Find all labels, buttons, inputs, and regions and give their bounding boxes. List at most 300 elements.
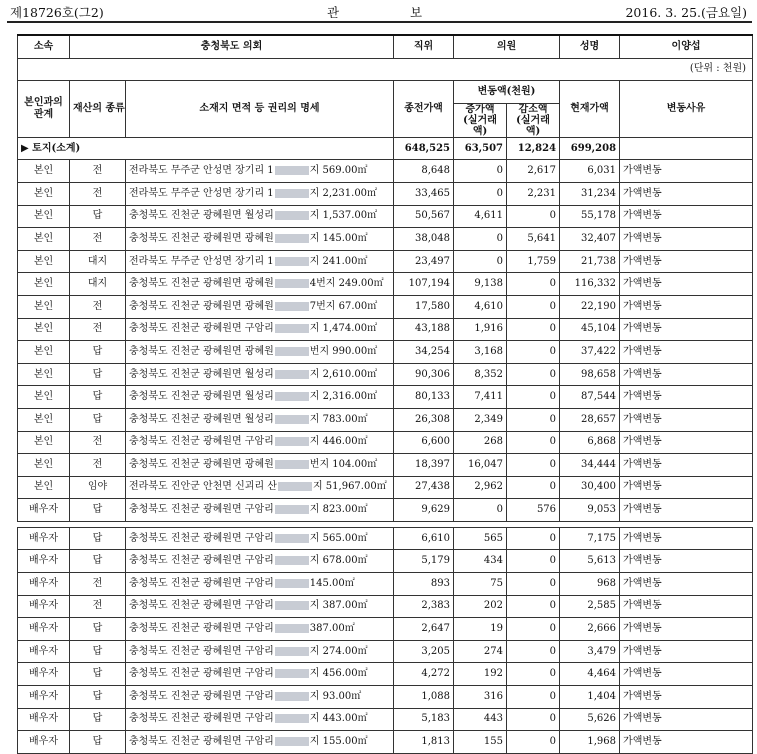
table-row [18, 273, 753, 296]
redacted-lot-number [275, 556, 309, 565]
row-prev-value: 33,465 [394, 182, 454, 205]
table-row [18, 341, 753, 364]
row-description [126, 386, 394, 409]
row-prev-value: 80,133 [394, 386, 454, 409]
row-asset-type: 답 [70, 408, 126, 431]
redacted-lot-number [275, 234, 309, 243]
row-decrease: 5,641 [507, 228, 560, 251]
redacted-lot-number [275, 347, 309, 356]
area-text: 번지 990.00㎡ [309, 345, 378, 357]
location-prefix: 전라북도 무주군 안성면 장기리 1 [129, 187, 274, 199]
row-prev-value: 5,183 [394, 708, 454, 731]
row-asset-type: 전 [70, 160, 126, 183]
row-relation: 본인 [18, 408, 70, 431]
row-decrease: 0 [507, 341, 560, 364]
subtotal-dec: 12,824 [507, 137, 560, 160]
row-decrease: 0 [507, 595, 560, 618]
row-description [126, 295, 394, 318]
row-relation: 본인 [18, 205, 70, 228]
row-decrease: 0 [507, 663, 560, 686]
row-asset-type: 전 [70, 318, 126, 341]
row-reason: 가액변동 [620, 573, 753, 596]
row-prev-value: 2,647 [394, 618, 454, 641]
row-increase: 434 [454, 550, 507, 573]
row-increase: 0 [454, 228, 507, 251]
col-prev-value: 종전가액 [394, 81, 454, 138]
table-row [18, 573, 753, 596]
row-description [126, 708, 394, 731]
row-increase: 3,168 [454, 341, 507, 364]
row-asset-type: 답 [70, 527, 126, 550]
redacted-lot-number [275, 737, 309, 746]
subtotal-label: ▶ 토지(소계) [18, 137, 394, 160]
row-reason: 가액변동 [620, 499, 753, 522]
row-decrease: 0 [507, 731, 560, 754]
label-affiliation: 소속 [18, 35, 70, 58]
row-decrease: 0 [507, 431, 560, 454]
row-relation: 배우자 [18, 686, 70, 709]
table-row [18, 160, 753, 183]
row-relation: 본인 [18, 476, 70, 499]
area-text: 지 51,967.00㎡ [312, 481, 387, 493]
table-row [18, 595, 753, 618]
redacted-lot-number [275, 166, 309, 175]
location-prefix: 충청북도 진천군 광혜원면 구암리 [129, 668, 274, 680]
row-decrease: 0 [507, 363, 560, 386]
row-reason: 가액변동 [620, 408, 753, 431]
redacted-lot-number [275, 601, 309, 610]
row-increase: 0 [454, 250, 507, 273]
row-description [126, 454, 394, 477]
location-prefix: 충청북도 진천군 광혜원면 구암리 [129, 600, 274, 612]
row-increase: 1,916 [454, 318, 507, 341]
row-reason: 가액변동 [620, 686, 753, 709]
row-current-value: 55,178 [560, 205, 620, 228]
row-increase: 202 [454, 595, 507, 618]
row-asset-type: 전 [70, 595, 126, 618]
table-row [18, 318, 753, 341]
location-prefix: 충청북도 진천군 광혜원면 월성리 [129, 368, 274, 380]
row-current-value: 3,479 [560, 640, 620, 663]
row-prev-value: 50,567 [394, 205, 454, 228]
label-position: 직위 [394, 35, 454, 58]
redacted-lot-number [275, 460, 309, 469]
row-reason: 가액변동 [620, 708, 753, 731]
row-description [126, 731, 394, 754]
row-reason: 가액변동 [620, 182, 753, 205]
table-row [18, 731, 753, 754]
row-decrease: 0 [507, 273, 560, 296]
row-increase: 443 [454, 708, 507, 731]
location-prefix: 충청북도 진천군 광혜원면 구암리 [129, 436, 274, 448]
row-prev-value: 107,194 [394, 273, 454, 296]
row-relation: 배우자 [18, 708, 70, 731]
col-decrease: 감소액 (실거래액) [507, 103, 560, 137]
row-description [126, 618, 394, 641]
row-description [126, 228, 394, 251]
row-asset-type: 전 [70, 454, 126, 477]
row-current-value: 4,464 [560, 663, 620, 686]
row-current-value: 1,968 [560, 731, 620, 754]
row-reason: 가액변동 [620, 205, 753, 228]
row-increase: 8,352 [454, 363, 507, 386]
redacted-lot-number [275, 534, 309, 543]
row-increase: 16,047 [454, 454, 507, 477]
row-increase: 155 [454, 731, 507, 754]
row-asset-type: 답 [70, 550, 126, 573]
area-text: 4번지 249.00㎡ [309, 278, 384, 290]
row-current-value: 87,544 [560, 386, 620, 409]
row-reason: 가액변동 [620, 527, 753, 550]
area-text: 지 565.00㎡ [309, 532, 368, 544]
row-current-value: 2,666 [560, 618, 620, 641]
location-prefix: 충청북도 진천군 광혜원면 구암리 [129, 577, 274, 589]
redacted-lot-number [275, 279, 309, 288]
row-current-value: 1,404 [560, 686, 620, 709]
row-increase: 274 [454, 640, 507, 663]
col-change: 변동액(천원) [454, 81, 560, 104]
unit-row [18, 58, 753, 81]
location-prefix: 충청북도 진천군 광혜원면 월성리 [129, 391, 274, 403]
area-text: 지 2,231.00㎡ [309, 187, 378, 199]
row-reason: 가액변동 [620, 663, 753, 686]
location-prefix: 충청북도 진천군 광혜원면 광혜원 [129, 345, 274, 357]
row-description [126, 595, 394, 618]
row-prev-value: 4,272 [394, 663, 454, 686]
gazette-header [0, 0, 757, 20]
table-row [18, 640, 753, 663]
table-row [18, 363, 753, 386]
area-text: 7번지 67.00㎡ [309, 300, 378, 312]
redacted-lot-number [275, 714, 309, 723]
row-description [126, 550, 394, 573]
table-row [18, 663, 753, 686]
row-reason: 가액변동 [620, 731, 753, 754]
row-relation: 본인 [18, 318, 70, 341]
table-row [18, 499, 753, 522]
location-prefix: 전라북도 무주군 안성면 장기리 1 [129, 165, 274, 177]
row-decrease: 0 [507, 408, 560, 431]
location-prefix: 충청북도 진천군 광혜원면 구암리 [129, 623, 274, 635]
row-prev-value: 34,254 [394, 341, 454, 364]
redacted-lot-number [275, 211, 309, 220]
row-current-value: 45,104 [560, 318, 620, 341]
row-description [126, 431, 394, 454]
row-prev-value: 23,497 [394, 250, 454, 273]
col-current-value: 현재가액 [560, 81, 620, 138]
row-relation: 본인 [18, 273, 70, 296]
row-prev-value: 893 [394, 573, 454, 596]
table-row [18, 295, 753, 318]
area-text: 지 569.00㎡ [309, 165, 368, 177]
row-current-value: 9,053 [560, 499, 620, 522]
col-type: 재산의 종류 [70, 81, 126, 138]
row-asset-type: 전 [70, 431, 126, 454]
row-reason: 가액변동 [620, 318, 753, 341]
row-decrease: 0 [507, 476, 560, 499]
row-reason: 가액변동 [620, 250, 753, 273]
gazette-title-part1: 관 [327, 5, 340, 20]
info-row [18, 35, 753, 58]
row-asset-type: 전 [70, 228, 126, 251]
subtotal-prev: 648,525 [394, 137, 454, 160]
row-current-value: 28,657 [560, 408, 620, 431]
area-text: 지 274.00㎡ [309, 645, 368, 657]
row-current-value: 30,400 [560, 476, 620, 499]
redacted-lot-number [275, 324, 309, 333]
row-decrease: 0 [507, 573, 560, 596]
location-prefix: 전라북도 무주군 안성면 장기리 1 [129, 255, 274, 267]
column-header-row [18, 81, 753, 104]
row-description [126, 318, 394, 341]
redacted-lot-number [275, 392, 309, 401]
row-description [126, 160, 394, 183]
area-text: 지 456.00㎡ [309, 668, 368, 680]
area-text: 지 155.00㎡ [309, 736, 368, 748]
table-row [18, 408, 753, 431]
table-row [18, 708, 753, 731]
row-asset-type: 전 [70, 295, 126, 318]
row-relation: 본인 [18, 431, 70, 454]
row-decrease: 0 [507, 618, 560, 641]
row-prev-value: 27,438 [394, 476, 454, 499]
row-decrease: 0 [507, 205, 560, 228]
redacted-lot-number [275, 415, 309, 424]
redacted-lot-number [275, 624, 309, 633]
row-reason: 가액변동 [620, 295, 753, 318]
row-reason: 가액변동 [620, 550, 753, 573]
row-prev-value: 1,088 [394, 686, 454, 709]
row-reason: 가액변동 [620, 363, 753, 386]
row-reason: 가액변동 [620, 454, 753, 477]
row-relation: 본인 [18, 341, 70, 364]
redacted-lot-number [275, 302, 309, 311]
location-prefix: 충청북도 진천군 광혜원면 월성리 [129, 413, 274, 425]
area-text: 지 387.00㎡ [309, 600, 368, 612]
row-asset-type: 답 [70, 708, 126, 731]
redacted-lot-number [275, 189, 309, 198]
row-relation: 본인 [18, 228, 70, 251]
table-row [18, 476, 753, 499]
row-description [126, 686, 394, 709]
row-current-value: 31,234 [560, 182, 620, 205]
row-increase: 75 [454, 573, 507, 596]
row-prev-value: 5,179 [394, 550, 454, 573]
subtotal-reason-empty [620, 137, 753, 160]
row-relation: 배우자 [18, 618, 70, 641]
row-description [126, 408, 394, 431]
subtotal-row [18, 137, 753, 160]
table-row [18, 686, 753, 709]
table-row [18, 182, 753, 205]
redacted-lot-number [275, 257, 309, 266]
row-prev-value: 26,308 [394, 408, 454, 431]
row-decrease: 2,231 [507, 182, 560, 205]
area-text: 지 145.00㎡ [309, 232, 368, 244]
row-current-value: 37,422 [560, 341, 620, 364]
row-decrease: 0 [507, 318, 560, 341]
table-row [18, 454, 753, 477]
subtotal-curr: 699,208 [560, 137, 620, 160]
location-prefix: 충청북도 진천군 광혜원면 광혜원 [129, 300, 274, 312]
member-name: 이양섭 [620, 35, 753, 58]
row-prev-value: 90,306 [394, 363, 454, 386]
row-asset-type: 답 [70, 686, 126, 709]
location-prefix: 충청북도 진천군 광혜원면 구암리 [129, 555, 274, 567]
row-increase: 9,138 [454, 273, 507, 296]
row-current-value: 22,190 [560, 295, 620, 318]
row-prev-value: 8,648 [394, 160, 454, 183]
row-increase: 19 [454, 618, 507, 641]
table-row [18, 431, 753, 454]
row-asset-type: 전 [70, 182, 126, 205]
row-increase: 4,611 [454, 205, 507, 228]
area-text: 지 443.00㎡ [309, 713, 368, 725]
location-prefix: 충청북도 진천군 광혜원면 구암리 [129, 532, 274, 544]
row-relation: 배우자 [18, 640, 70, 663]
row-reason: 가액변동 [620, 476, 753, 499]
table-row [18, 386, 753, 409]
row-decrease: 0 [507, 527, 560, 550]
table-row [18, 228, 753, 251]
row-reason: 가액변동 [620, 273, 753, 296]
location-prefix: 전라북도 진안군 안천면 신괴리 산 [129, 481, 277, 493]
row-relation: 본인 [18, 454, 70, 477]
area-text: 387.00㎡ [309, 623, 355, 635]
col-relation: 본인과의 관계 [18, 81, 70, 138]
row-relation: 배우자 [18, 731, 70, 754]
row-current-value: 5,626 [560, 708, 620, 731]
area-text: 지 2,610.00㎡ [309, 368, 378, 380]
row-description [126, 273, 394, 296]
row-asset-type: 임야 [70, 476, 126, 499]
row-increase: 7,411 [454, 386, 507, 409]
row-description [126, 499, 394, 522]
location-prefix: 충청북도 진천군 광혜원면 구암리 [129, 504, 274, 516]
row-prev-value: 9,629 [394, 499, 454, 522]
row-relation: 배우자 [18, 663, 70, 686]
row-asset-type: 답 [70, 640, 126, 663]
redacted-lot-number [275, 647, 309, 656]
row-prev-value: 2,383 [394, 595, 454, 618]
row-increase: 192 [454, 663, 507, 686]
location-prefix: 충청북도 진천군 광혜원면 구암리 [129, 690, 274, 702]
area-text: 145.00㎡ [309, 577, 355, 589]
row-reason: 가액변동 [620, 431, 753, 454]
row-prev-value: 3,205 [394, 640, 454, 663]
row-reason: 가액변동 [620, 618, 753, 641]
row-relation: 본인 [18, 160, 70, 183]
row-description [126, 363, 394, 386]
row-description [126, 640, 394, 663]
row-decrease: 0 [507, 640, 560, 663]
row-reason: 가액변동 [620, 228, 753, 251]
table-row [18, 250, 753, 273]
row-description [126, 573, 394, 596]
row-increase: 4,610 [454, 295, 507, 318]
row-increase: 2,349 [454, 408, 507, 431]
row-current-value: 2,585 [560, 595, 620, 618]
row-reason: 가액변동 [620, 341, 753, 364]
row-relation: 본인 [18, 182, 70, 205]
row-asset-type: 대지 [70, 273, 126, 296]
row-decrease: 0 [507, 686, 560, 709]
row-current-value: 968 [560, 573, 620, 596]
row-asset-type: 대지 [70, 250, 126, 273]
row-prev-value: 6,600 [394, 431, 454, 454]
row-asset-type: 답 [70, 386, 126, 409]
issue-date: 2016. 3. 25.(금요일) [625, 5, 747, 20]
redacted-lot-number [275, 370, 309, 379]
row-reason: 가액변동 [620, 640, 753, 663]
row-current-value: 98,658 [560, 363, 620, 386]
row-asset-type: 답 [70, 205, 126, 228]
row-relation: 배우자 [18, 527, 70, 550]
row-relation: 본인 [18, 295, 70, 318]
row-asset-type: 답 [70, 618, 126, 641]
area-text: 번지 104.00㎡ [309, 458, 378, 470]
redacted-lot-number [275, 505, 309, 514]
header-rule [7, 21, 752, 23]
row-relation: 본인 [18, 250, 70, 273]
row-description [126, 527, 394, 550]
row-current-value: 32,407 [560, 228, 620, 251]
location-prefix: 충청북도 진천군 광혜원면 구암리 [129, 323, 274, 335]
row-decrease: 576 [507, 499, 560, 522]
row-relation: 본인 [18, 363, 70, 386]
row-increase: 0 [454, 182, 507, 205]
row-current-value: 7,175 [560, 527, 620, 550]
issue-number: 제18726호(그2) [10, 5, 104, 20]
row-asset-type: 답 [70, 341, 126, 364]
row-description [126, 182, 394, 205]
row-increase: 565 [454, 527, 507, 550]
row-description [126, 341, 394, 364]
area-text: 지 241.00㎡ [309, 255, 368, 267]
table-row [18, 550, 753, 573]
asset-table [17, 34, 753, 754]
gazette-title-part2: 보 [410, 5, 423, 20]
area-text: 지 446.00㎡ [309, 436, 368, 448]
row-prev-value: 18,397 [394, 454, 454, 477]
row-current-value: 116,332 [560, 273, 620, 296]
location-prefix: 충청북도 진천군 광혜원면 구암리 [129, 645, 274, 657]
row-description [126, 250, 394, 273]
row-relation: 배우자 [18, 499, 70, 522]
col-reason: 변동사유 [620, 81, 753, 138]
row-asset-type: 답 [70, 363, 126, 386]
row-prev-value: 43,188 [394, 318, 454, 341]
row-current-value: 34,444 [560, 454, 620, 477]
row-reason: 가액변동 [620, 160, 753, 183]
location-prefix: 충청북도 진천군 광혜원면 광혜원 [129, 278, 274, 290]
row-prev-value: 1,813 [394, 731, 454, 754]
table-row [18, 527, 753, 550]
row-current-value: 6,031 [560, 160, 620, 183]
area-text: 지 823.00㎡ [309, 504, 368, 516]
table-row [18, 618, 753, 641]
col-description: 소재지 면적 등 권리의 명세 [126, 81, 394, 138]
label-name: 성명 [560, 35, 620, 58]
col-increase: 증가액 (실거래액) [454, 103, 507, 137]
row-prev-value: 6,610 [394, 527, 454, 550]
position: 의원 [454, 35, 560, 58]
row-decrease: 0 [507, 386, 560, 409]
row-current-value: 6,868 [560, 431, 620, 454]
row-increase: 2,962 [454, 476, 507, 499]
area-text: 지 783.00㎡ [309, 413, 368, 425]
row-asset-type: 전 [70, 573, 126, 596]
